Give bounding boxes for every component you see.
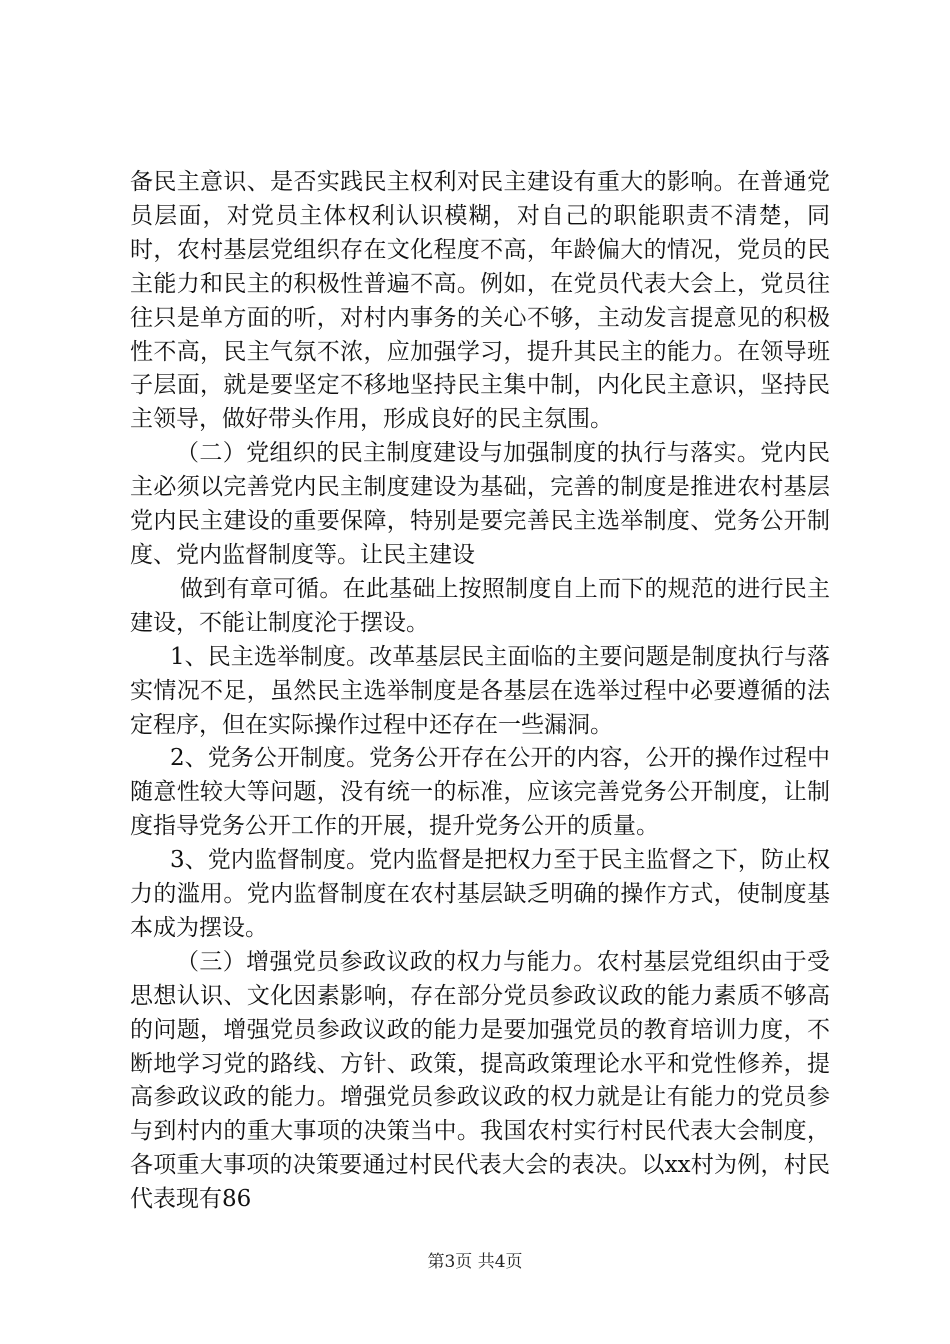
paragraph-rules: 做到有章可循。在此基础上按照制度自上而下的规范的进行民主建设，不能让制度沦于摆设。 <box>130 575 830 636</box>
body-text <box>130 166 830 1217</box>
paragraph-supervision-system: 3、党内监督制度。党内监督是把权力至于民主监督之下，防止权力的滥用。党内监督制度在农村基层缺乏明确的操作方式，使制度基本成为摆设。 <box>130 847 830 941</box>
paragraph-section-2: （二）党组织的民主制度建设与加强制度的执行与落实。党内民主必须以完善党内民主制度建设为基础，完善的制度是推进农村基层党内民主建设的重要保障，特别是要完善民主选举制度、党务公开制度、党内监督制度等。让民主建设 <box>130 440 830 568</box>
page-footer: 第3页 共4页 <box>427 1252 523 1272</box>
paragraph-section-3: （三）增强党员参政议政的权力与能力。农村基层党组织由于受思想认识、文化因素影响，存在部分党员参政议政的能力素质不够高的问题，增强党员参政议政的能力是要加强党员的教育培训力度，不断地学习党的路线、方针、政策，提高政策理论水平和党性修养，提高参政议政的能力。增强党员参政议政的权力就是让有能力的党员参与到村内的重大事项的决策当中。我国农村实行村民代表大会制度，各项重大事项的决策要通过村民代表大会的表决。以xx村为例，村民代表现有86 <box>130 948 830 1213</box>
paragraph-disclosure-system: 2、党务公开制度。党务公开存在公开的内容，公开的操作过程中随意性较大等问题，没有统一的标准，应该完善党务公开制度，让制度指导党务公开工作的开展，提升党务公开的质量。 <box>130 745 830 840</box>
paragraph-election-system: 1、民主选举制度。改革基层民主面临的主要问题是制度执行与落实情况不足，虽然民主选举制度是各基层在选举过程中必要遵循的法定程序，但在实际操作过程中还存在一些漏洞。 <box>130 643 830 738</box>
paragraph-continuation: 备民主意识、是否实践民主权利对民主建设有重大的影响。在普通党员层面，对党员主体权利认识模糊，对自己的职能职责不清楚，同时，农村基层党组织存在文化程度不高，年龄偏大的情况，党员的民主能力和民主的积极性普遍不高。例如，在党员代表大会上，党员往往只是单方面的听，对村内事务的关心不够，主动发言提意见的积极性不高，民主气氛不浓，应加强学习，提升其民主的能力。在领导班子层面，就是要坚定不移地坚持民主集中制，内化民主意识，坚持民主领导，做好带头作用，形成良好的民主氛围。 <box>130 169 830 433</box>
